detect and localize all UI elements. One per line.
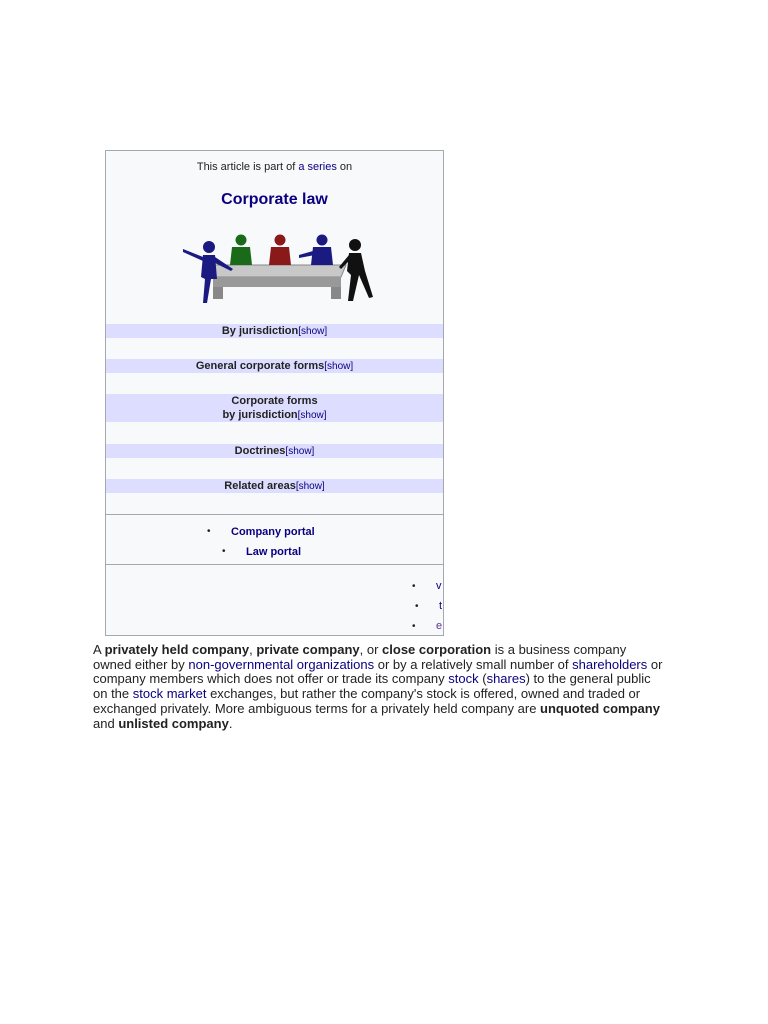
- show-toggle[interactable]: [show]: [285, 446, 315, 457]
- text: or company members which does not offer or trade its company: [93, 656, 663, 687]
- text: ) to the general public on the: [93, 671, 651, 702]
- talk-template-link[interactable]: t: [439, 600, 443, 612]
- section-label: By jurisdiction: [221, 325, 299, 337]
- lead-paragraph: [93, 643, 668, 731]
- shares-link[interactable]: shares: [486, 671, 526, 687]
- show-toggle[interactable]: [show]: [324, 361, 354, 372]
- section-related-areas[interactable]: [106, 479, 443, 493]
- section-general-corporate-forms[interactable]: [106, 359, 443, 373]
- divider: [106, 514, 443, 515]
- bullet: •: [222, 546, 226, 557]
- law-portal-link[interactable]: Law portal: [246, 546, 302, 558]
- sidebar-title[interactable]: Corporate law: [221, 191, 328, 208]
- text: and: [93, 715, 119, 731]
- view-template-link[interactable]: v: [436, 580, 442, 592]
- text: (: [478, 671, 487, 687]
- text: ,: [249, 642, 257, 657]
- term-unquoted-company: unquoted company: [540, 700, 660, 716]
- text: , or: [359, 642, 383, 657]
- section-label: General corporate forms: [195, 360, 325, 372]
- bullet: •: [207, 526, 211, 537]
- show-toggle[interactable]: [show]: [297, 410, 327, 421]
- corporate-law-sidebar: [105, 150, 444, 636]
- intro-suffix: on: [336, 161, 353, 173]
- section-by-jurisdiction[interactable]: [106, 324, 443, 338]
- text: or by a relatively small number of: [374, 656, 573, 672]
- text: exchanges, but rather the company's stock is offered, owned and traded or exchanged privately. More ambiguous terms for a privately held company are: [93, 686, 641, 716]
- shareholders-link[interactable]: shareholders: [572, 656, 648, 672]
- stock-link[interactable]: stock: [448, 671, 479, 687]
- bullet: •: [412, 581, 416, 592]
- divider: [106, 564, 443, 565]
- text: is a business company owned either by: [93, 642, 627, 672]
- text: .: [228, 715, 233, 731]
- text: A: [93, 642, 105, 657]
- intro-prefix: This article is part of: [196, 161, 299, 173]
- section-label: Related areas: [224, 480, 296, 492]
- bullet: •: [415, 601, 419, 612]
- section-label: Doctrines: [234, 445, 286, 457]
- series-intro: [106, 161, 443, 173]
- ngo-link[interactable]: non-governmental organizations: [188, 656, 375, 672]
- a-series-link[interactable]: a series: [298, 161, 337, 173]
- show-toggle[interactable]: [show]: [298, 326, 328, 337]
- show-toggle[interactable]: [show]: [295, 481, 325, 492]
- section-corporate-forms-by-jurisdiction[interactable]: [106, 394, 443, 422]
- section-doctrines[interactable]: [106, 444, 443, 458]
- bullet: •: [412, 621, 416, 632]
- stock-market-link[interactable]: stock market: [132, 686, 207, 702]
- term-close-corporation: close corporation: [382, 642, 492, 657]
- board-meeting-illustration: [181, 231, 376, 305]
- term-private-company: private company: [256, 642, 360, 657]
- section-label-line1: Corporate forms: [231, 395, 318, 407]
- term-privately-held-company: privately held company: [104, 642, 250, 657]
- edit-template-link[interactable]: e: [436, 620, 443, 632]
- term-unlisted-company: unlisted company: [118, 715, 229, 731]
- company-portal-link[interactable]: Company portal: [231, 526, 315, 538]
- section-label-line2: by jurisdiction: [222, 409, 298, 421]
